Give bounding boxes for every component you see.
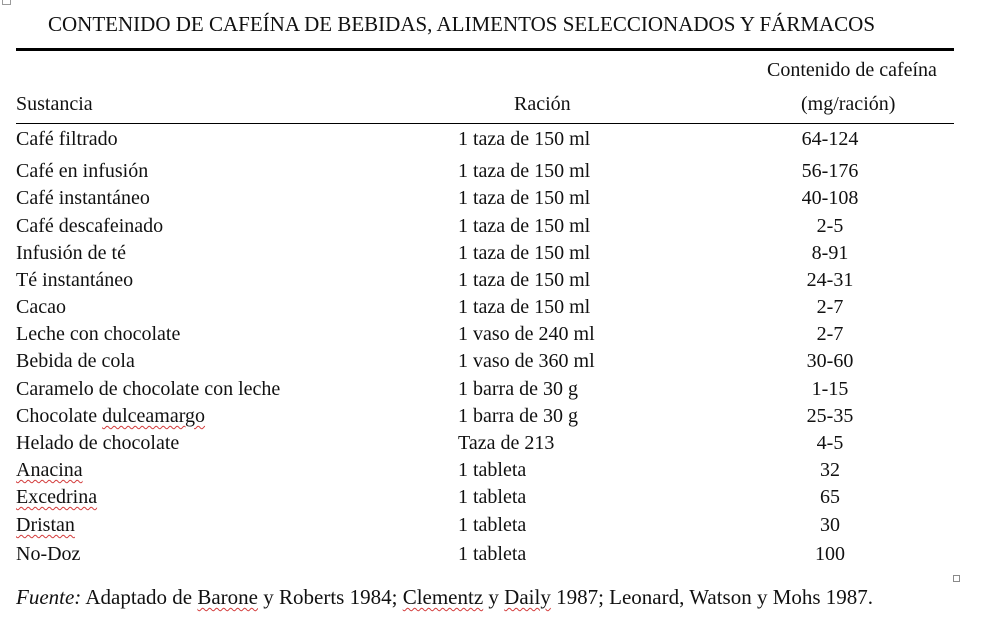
text-boundary-marker [2,0,11,5]
cell-racion: 1 taza de 150 ml [458,187,591,209]
table-row [0,160,982,187]
cell-sustancia: Bebida de cola [16,350,135,372]
table-row [0,242,982,269]
cell-contenido: 56-176 [801,160,859,182]
cell-contenido: 2-7 [816,323,844,345]
cell-contenido: 8-91 [811,242,849,264]
cell-contenido: 40-108 [801,187,859,209]
cell-sustancia: No-Doz [16,543,81,565]
table-row [0,543,982,570]
table-row [0,269,982,296]
cell-sustancia: Té instantáneo [16,269,134,291]
header-contenido-line2: (mg/ración) [801,93,896,115]
cell-sustancia-prefix: Chocolate [16,405,103,427]
cell-contenido: 64-124 [801,128,859,150]
cell-racion: 1 taza de 150 ml [458,215,591,237]
source-text: y Roberts 1984; [258,585,403,609]
spellcheck-flagged-word[interactable]: Clementz [402,585,484,609]
cell-contenido: 4-5 [816,432,844,454]
cell-racion: 1 barra de 30 g [458,378,578,400]
cell-sustancia [16,405,205,428]
cell-contenido: 25-35 [806,405,854,427]
cell-contenido: 2-7 [816,296,844,318]
paragraph-end-marker [953,575,960,582]
cell-sustancia: Café filtrado [16,128,118,150]
table-row [0,323,982,350]
cell-sustancia: Café descafeinado [16,215,164,237]
cell-sustancia[interactable]: Anacina [16,459,83,481]
cell-sustancia: Infusión de té [16,242,126,264]
table-row [0,432,982,459]
source-note [16,585,873,610]
spellcheck-flagged-word[interactable]: Daily [504,585,551,609]
cell-racion: 1 taza de 150 ml [458,160,591,182]
cell-contenido: 30 [820,514,840,536]
cell-sustancia: Caramelo de chocolate con leche [16,378,281,400]
cell-racion: 1 vaso de 240 ml [458,323,595,345]
table-row [0,215,982,242]
table-row [0,514,982,541]
cell-contenido: 32 [820,459,840,481]
cell-sustancia: Leche con chocolate [16,323,181,345]
cell-sustancia[interactable]: Excedrina [16,486,98,508]
source-text: Adaptado de [81,585,198,609]
cell-contenido: 30-60 [806,350,854,372]
cell-racion: 1 taza de 150 ml [458,296,591,318]
table-row [0,378,982,405]
cell-racion: 1 tableta [458,486,527,508]
cell-sustancia: Cacao [16,296,66,318]
table-row [0,187,982,214]
source-label: Fuente: [16,585,82,609]
cell-racion: 1 tableta [458,514,527,536]
table-row [0,296,982,323]
cell-sustancia[interactable]: Dristan [16,514,75,536]
spellcheck-flagged-word[interactable]: dulceamargo [102,405,206,427]
table-row [0,405,982,432]
cell-racion: 1 taza de 150 ml [458,242,591,264]
cell-contenido: 2-5 [816,215,844,237]
cell-contenido: 1-15 [811,378,849,400]
cell-racion: 1 tableta [458,459,527,481]
cell-racion: 1 tableta [458,543,527,565]
cell-sustancia: Café instantáneo [16,187,150,209]
cell-contenido: 24-31 [806,269,854,291]
spellcheck-flagged-word[interactable]: Barone [197,585,259,609]
cell-contenido: 100 [815,543,845,565]
table-title: CONTENIDO DE CAFEÍNA DE BEBIDAS, ALIMENTOS SELECCIONADOS Y FÁRMACOS [48,12,876,36]
cell-racion: 1 taza de 150 ml [458,269,591,291]
cell-racion: 1 vaso de 360 ml [458,350,595,372]
table-row [0,459,982,486]
cell-sustancia: Helado de chocolate [16,432,180,454]
header-racion: Ración [514,93,571,115]
table-row [0,128,982,155]
table-row [0,486,982,513]
source-text: y [483,585,505,609]
cell-contenido: 65 [820,486,840,508]
cell-racion: Taza de 213 [458,432,555,454]
top-rule [16,48,954,51]
cell-racion: 1 taza de 150 ml [458,128,591,150]
header-sustancia: Sustancia [16,93,93,115]
table-row [0,350,982,377]
header-contenido-line1: Contenido de cafeína [767,59,937,81]
cell-racion: 1 barra de 30 g [458,405,578,427]
header-rule [16,123,954,124]
cell-sustancia: Café en infusión [16,160,149,182]
source-text: 1987; Leonard, Watson y Mohs 1987. [550,585,874,609]
